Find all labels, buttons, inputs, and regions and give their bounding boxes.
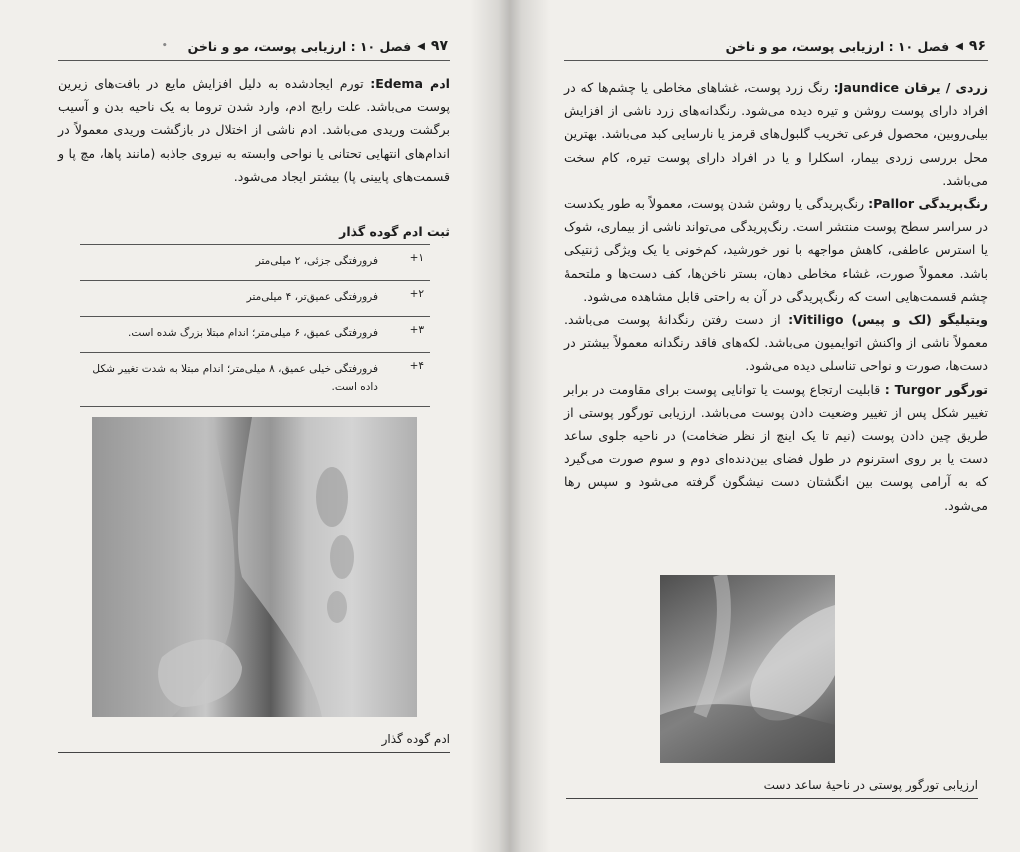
chapter-header: فصل ۱۰ : ارزیابی پوست، مو و ناخن	[725, 38, 950, 54]
edema-term: ادم Edema:	[370, 76, 451, 91]
grade-cell: +۱	[384, 245, 430, 281]
table-row	[80, 353, 430, 407]
grade-cell: +۲	[384, 281, 430, 317]
jaundice-term: زردی / یرقان Jaundice:	[833, 80, 988, 95]
turgor-text: قابلیت ارتجاع پوست یا توانایی پوست برای مقاومت در برابر تغییر شکل پس از تغییر وضعیت دادن پوست می‌باشد. ارزیابی تورگور پوستی از طریق چین دادن پوست (نیم تا یک اینچ از نظر ضخامت) در ناحیه جلوی ساعد دست یا بر روی استرنوم در طول فضای بین‌دنده‌ای دوم و سوم صورت می‌گیرد که به آرامی پوست بین انگشتان دست نیشگون گرفته می‌شود و سپس رها می‌شود.	[564, 381, 988, 513]
vitiligo-text: از دست رفتن رنگدانهٔ پوست می‌باشد. معمولاً ناشی از واکنش اتوایمیون می‌باشد. لکه‌های فاقد رنگدانه معمولاً بیشتر در دست‌ها، صورت و نواحی تناسلی دیده می‌شود.	[564, 312, 988, 374]
chapter-header: فصل ۱۰ : ارزیابی پوست، مو و ناخن	[187, 38, 412, 54]
triangle-marker-icon: ◀	[955, 40, 963, 52]
desc-cell: فرورفتگی خیلی عمیق، ۸ میلی‌متر؛ اندام مبتلا به شدت تغییر شکل داده است.	[80, 353, 384, 407]
grade-cell: +۳	[384, 317, 430, 353]
jaundice-text: رنگ زرد پوست، غشاهای مخاطی یا چشم‌ها که در افراد دارای پوست روشن و تیره دیده می‌شود. رنگدانه‌های زرد ناشی از افزایش بیلی‌روبین، محصول فرعی تخریب گلبول‌های قرمز یا نارسایی کبد می‌باشد. بهترین محل بررسی زردی بیمار، اسکلرا و یا در افراد دارای پوست تیره، کام سخت می‌باشد.	[564, 80, 988, 188]
edema-photo-caption: ادم گوده گذار	[381, 732, 450, 746]
caption-rule	[58, 752, 450, 753]
header-rule	[564, 60, 988, 61]
desc-cell: فرورفتگی عمیق‌تر، ۴ میلی‌متر	[80, 281, 384, 317]
running-head-right	[566, 38, 986, 54]
triangle-marker-icon: ◀	[417, 40, 425, 52]
page-number: ۹۷	[430, 38, 448, 54]
caption-rule	[566, 798, 978, 799]
pallor-term: رنگ‌پریدگی Pallor:	[868, 196, 988, 212]
pallor-text: رنگ‌پریدگی یا روشن شدن پوست، معمولاً به طور یکدست در سراسر سطح پوست منتشر است. رنگ‌پریدگی می‌تواند ناشی از بیماری، شوک یا استرس عاطفی، کاهش مواجهه با نور خورشید، کم‌خونی یا یک ویژگی ژنتیکی باشد. معمولاً صورت، غشاء مخاطی دهان، بستر ناخن‌ها، کف دست‌ها و ملتحمهٔ چشم قسمت‌هایی است که رنگ‌پریدگی در آن به راحتی قابل مشاهده می‌شود.	[564, 196, 988, 304]
desc-cell: فرورفتگی عمیق، ۶ میلی‌متر؛ اندام مبتلا بزرگ شده است.	[80, 317, 384, 353]
turgor-paragraph	[564, 378, 988, 517]
table-row	[80, 245, 430, 281]
header-rule	[58, 60, 450, 61]
skin-turgor-photo	[660, 575, 835, 763]
vitiligo-paragraph	[564, 308, 988, 378]
table-title: ثبت ادم گوده گذار	[339, 224, 450, 239]
vitiligo-term: ویتیلیگو (لک و پیس) Vitiligo:	[788, 312, 989, 328]
turgor-term: تورگور Turgor :	[884, 381, 989, 397]
pitting-edema-table	[80, 244, 430, 407]
hand-pinch-illustration	[660, 575, 835, 763]
edema-paragraph	[58, 72, 450, 188]
grade-cell: +۴	[384, 353, 430, 407]
skin-terms-text	[564, 76, 988, 517]
jaundice-paragraph	[564, 76, 988, 192]
table-row	[80, 281, 430, 317]
table-row	[80, 317, 430, 353]
feet-illustration	[92, 417, 417, 717]
dot-icon: •	[161, 41, 168, 51]
book-gutter-shadow	[470, 0, 550, 852]
edema-text: تورم ایجادشده به دلیل افزایش مایع در بافت‌های زیرین پوست می‌باشد. علت رایج ادم، وارد شدن تروما به یک ناحیه بدن و آسیب برگشت وریدی می‌باشد. ادم ناشی از اختلال در بازگشت وریدی معمولاً در اندام‌های انتهایی تحتانی یا نواحی وابسته به نیروی جاذبه (مانند پاها، مچ پا و قسمت‌های پایینی پا) بیشتر ایجاد می‌شود.	[58, 76, 450, 184]
turgor-photo-caption: ارزیابی تورگور پوستی در ناحیهٔ ساعد دست	[763, 778, 978, 792]
desc-cell: فرورفتگی جزئی، ۲ میلی‌متر	[80, 245, 384, 281]
page-number: ۹۶	[968, 38, 986, 54]
pitting-edema-photo	[92, 417, 417, 717]
page-97	[0, 0, 508, 852]
running-head-left	[58, 38, 448, 54]
pallor-paragraph	[564, 192, 988, 308]
